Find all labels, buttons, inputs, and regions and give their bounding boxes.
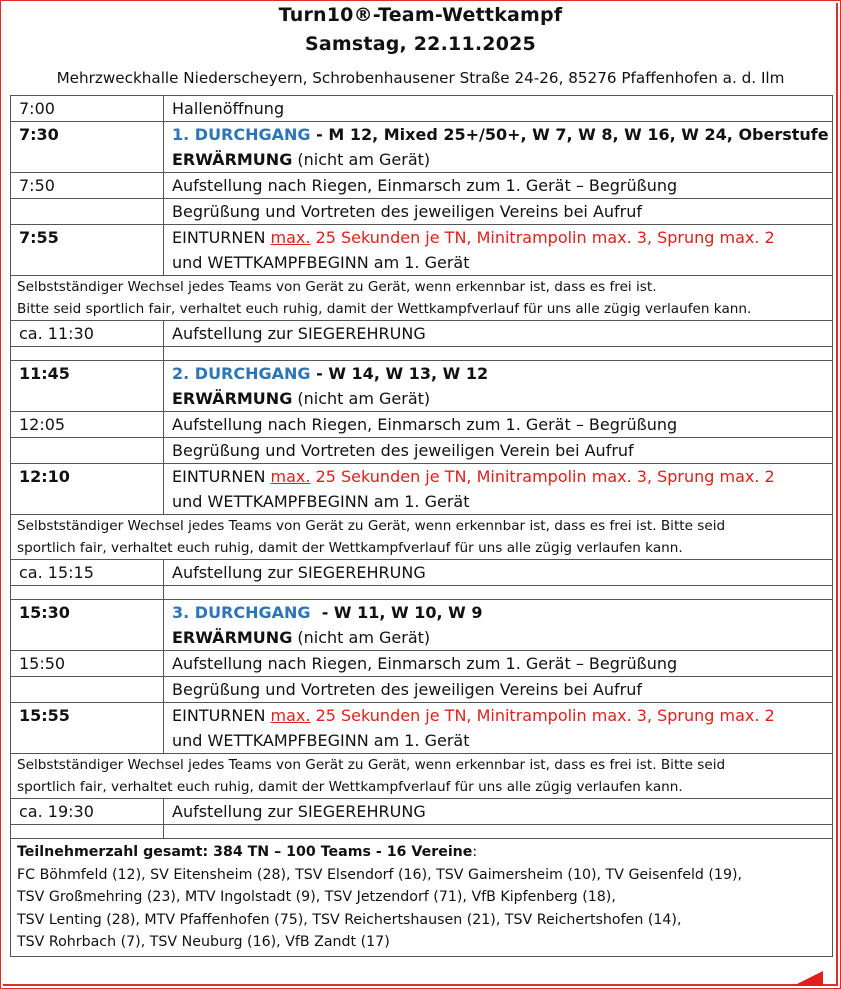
event-cell: Begrüßung und Vortreten des jeweiligen Verein bei Aufruf [164,438,833,464]
table-row [11,515,833,560]
note-line: sportlich fair, verhaltet euch ruhig, damit der Wettkampfverlauf für uns alle zügig verlaufen kann. [17,540,683,556]
time-cell [11,438,164,464]
note-line: Selbstständiger Wechsel jedes Teams von Gerät zu Gerät, wenn erkennbar ist, dass es frei ist. [17,279,657,295]
note-line: Selbstständiger Wechsel jedes Teams von Gerät zu Gerät, wenn erkennbar ist, dass es frei ist. Bitte seid [17,757,726,773]
table-row [11,412,833,438]
note-cell [11,276,833,321]
corner-decoration [793,971,823,986]
time-cell: 12:05 [11,412,164,438]
event-cell: Aufstellung nach Riegen, Einmarsch zum 1. Gerät – Begrüßung [164,651,833,677]
competition-start: und WETTKAMPFBEGINN am 1. Gerät [172,731,470,750]
warmup-label: ERWÄRMUNG [172,389,293,408]
round-groups: M 12, Mixed 25+/50+, W 7, W 8, W 16, W 24, Oberstufe [328,125,829,144]
dash: - [310,125,329,144]
event-cell: Aufstellung nach Riegen, Einmarsch zum 1. Gerät – Begrüßung [164,412,833,438]
time-cell: 15:50 [11,651,164,677]
table-row [11,586,833,600]
competition-start: und WETTKAMPFBEGINN am 1. Gerät [172,253,470,272]
table-row [11,754,833,799]
warmup-note: (nicht am Gerät) [292,628,431,647]
max-label: max. [270,228,311,247]
event-cell: Begrüßung und Vortreten des jeweiligen Vereins bei Aufruf [164,677,833,703]
einturnen-label: EINTURNEN [172,228,271,247]
limits-text: 25 Sekunden je TN, Minitrampolin max. 3, Sprung max. 2 [310,467,775,486]
time-cell: ca. 11:30 [11,321,164,347]
event-cell: Aufstellung zur SIEGEREHRUNG [164,799,833,825]
warmup-note: (nicht am Gerät) [292,389,431,408]
table-row [11,321,833,347]
time-cell: ca. 19:30 [11,799,164,825]
time-cell: 12:10 [11,464,164,515]
event-cell [164,464,833,515]
page-title: Turn10®-Team-Wettkampf [278,4,563,26]
note-line: Bitte seid sportlich fair, verhaltet euch ruhig, damit der Wettkampfverlauf für uns alle zügig verlaufen kann. [17,301,752,317]
time-cell: 7:55 [11,225,164,276]
time-cell: 7:30 [11,122,164,173]
table-row [11,438,833,464]
einturnen-label: EINTURNEN [172,706,271,725]
table-row [11,225,833,276]
table-row [11,96,833,122]
max-label: max. [270,467,311,486]
note-cell [11,515,833,560]
event-cell: Aufstellung zur SIEGEREHRUNG [164,321,833,347]
event-cell [164,225,833,276]
dash: - [310,364,329,383]
note-line: Selbstständiger Wechsel jedes Teams von Gerät zu Gerät, wenn erkennbar ist, dass es frei ist. Bitte seid [17,518,726,534]
time-cell [11,199,164,225]
limits-text: 25 Sekunden je TN, Minitrampolin max. 3, Sprung max. 2 [310,228,775,247]
max-label: max. [270,706,311,725]
round-label: 2. DURCHGANG [172,364,311,383]
participants-summary: Teilnehmerzahl gesamt: 384 TN – 100 Teams - 16 Vereine [17,844,473,860]
competition-start: und WETTKAMPFBEGINN am 1. Gerät [172,492,470,511]
table-row [11,276,833,321]
event-cell: Aufstellung nach Riegen, Einmarsch zum 1. Gerät – Begrüßung [164,173,833,199]
event-cell [164,600,833,651]
event-cell: Aufstellung zur SIEGEREHRUNG [164,560,833,586]
table-row [11,199,833,225]
venue-address: Mehrzweckhalle Niederscheyern, Schrobenhausener Straße 24-26, 85276 Pfaffenhofen a. d. Ilm [56,69,785,87]
warmup-label: ERWÄRMUNG [172,150,293,169]
table-row [11,560,833,586]
event-cell: Hallenöffnung [164,96,833,122]
time-cell: 15:55 [11,703,164,754]
participants-cell [11,839,833,957]
round-groups: W 14, W 13, W 12 [328,364,489,383]
summary-colon: : [472,844,478,860]
table-row [11,173,833,199]
round-groups: W 11, W 10, W 9 [333,603,483,622]
time-cell: 11:45 [11,361,164,412]
note-line: sportlich fair, verhaltet euch ruhig, damit der Wettkampfverlauf für uns alle zügig verlaufen kann. [17,779,683,795]
table-row [11,825,833,839]
table-row [11,703,833,754]
table-row [11,600,833,651]
event-cell [164,122,833,173]
note-cell [11,754,833,799]
event-date: Samstag, 22.11.2025 [305,33,536,55]
time-cell: 7:50 [11,173,164,199]
table-row [11,122,833,173]
schedule-table [10,95,833,957]
limits-text: 25 Sekunden je TN, Minitrampolin max. 3, Sprung max. 2 [310,706,775,725]
event-cell [164,361,833,412]
dash: - [310,603,334,622]
time-cell: 7:00 [11,96,164,122]
event-cell [164,703,833,754]
club-line: TSV Lenting (28), MTV Pfaffenhofen (75), TSV Reichertshausen (21), TSV Reichertshofen (14), [17,911,682,928]
table-row [11,677,833,703]
time-cell: 15:30 [11,600,164,651]
einturnen-label: EINTURNEN [172,467,271,486]
event-cell: Begrüßung und Vortreten des jeweiligen Vereins bei Aufruf [164,199,833,225]
table-row [11,839,833,957]
round-label: 3. DURCHGANG [172,603,311,622]
club-line: FC Böhmfeld (12), SV Eitensheim (28), TSV Elsendorf (16), TSV Gaimersheim (10), TV Geisenfeld (19), [17,866,743,883]
table-row [11,464,833,515]
table-row [11,347,833,361]
time-cell: ca. 15:15 [11,560,164,586]
warmup-note: (nicht am Gerät) [292,150,431,169]
club-line: TSV Großmehring (23), MTV Ingolstadt (9), TSV Jetzendorf (71), VfB Kipfenberg (18), [17,889,616,905]
round-label: 1. DURCHGANG [172,125,311,144]
table-row [11,799,833,825]
table-row [11,361,833,412]
time-cell [11,677,164,703]
table-row [11,651,833,677]
warmup-label: ERWÄRMUNG [172,628,293,647]
club-line: TSV Rohrbach (7), TSV Neuburg (16), VfB Zandt (17) [17,934,390,950]
